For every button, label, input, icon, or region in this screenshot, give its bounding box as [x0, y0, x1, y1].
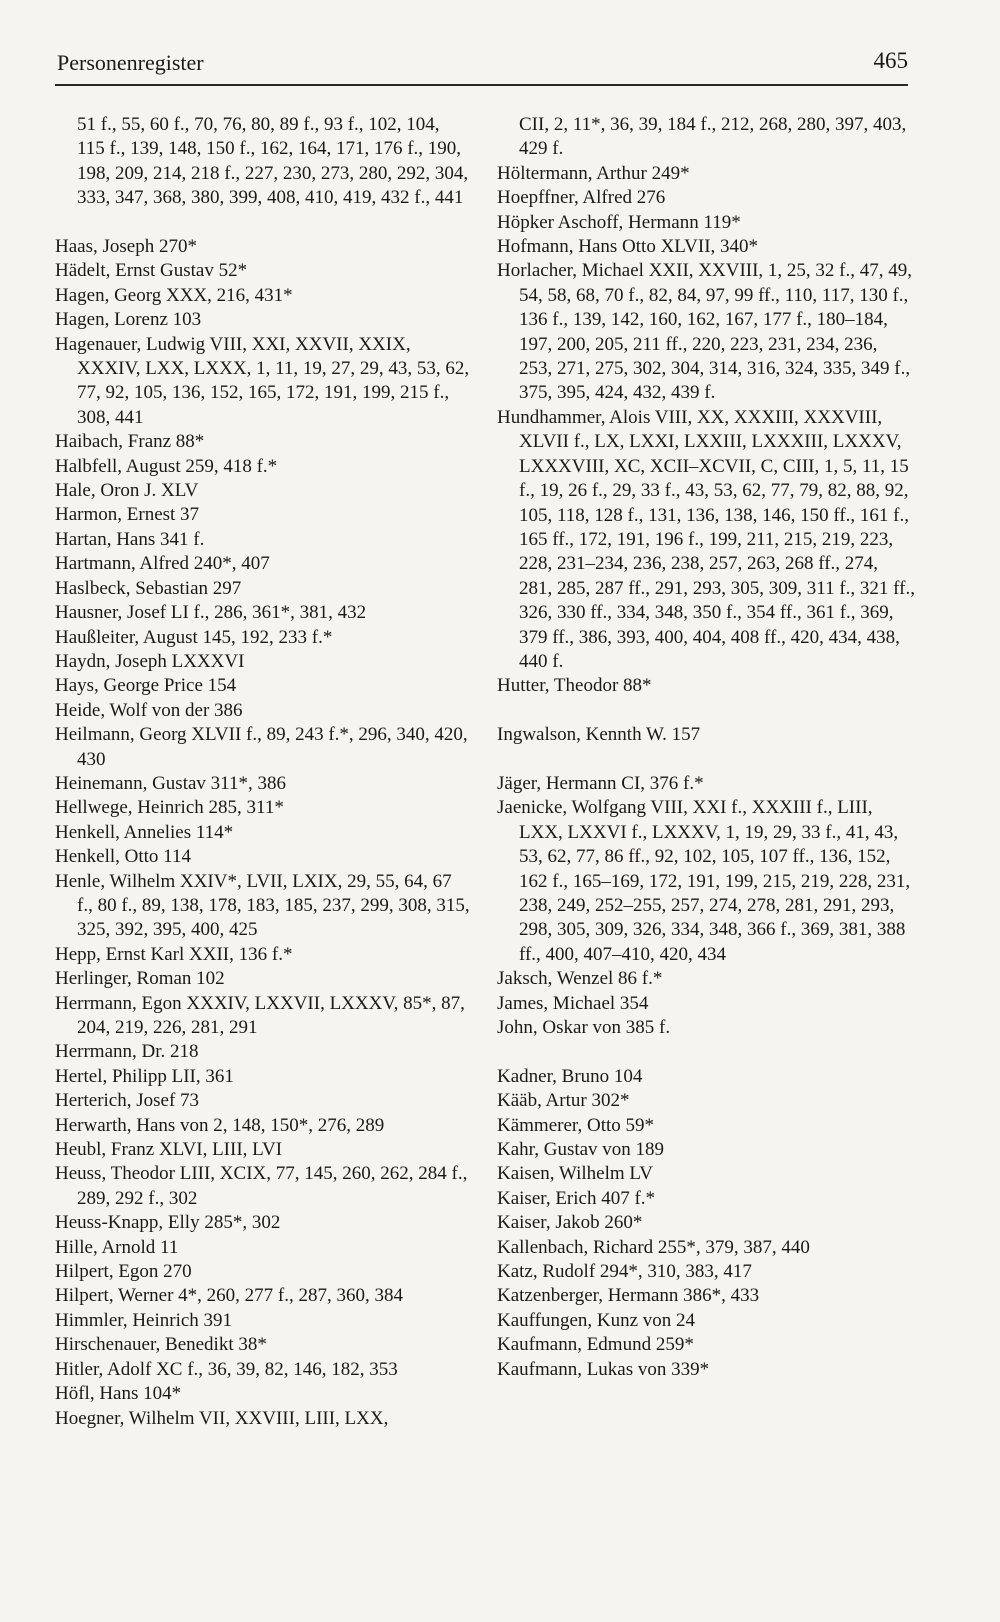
index-column-right — [497, 113, 915, 1382]
index-entry: Kadner, Bruno 104 — [497, 1065, 643, 1087]
index-entry: Hepp, Ernst Karl XXII, 136 f.* — [55, 943, 293, 965]
index-entry: Ingwalson, Kennth W. 157 — [497, 724, 701, 746]
index-entry: Hartan, Hans 341 f. — [55, 528, 205, 550]
index-entry: Horlacher, Michael XXII, XXVIII, 1, 25, 32 f., 47, 49, 54, 58, 68, 70 f., 82, 84, 97, 99 ff., 110, 117, 130 f., 136 f., 139, 142, 160, 162, 167, 177 f., 180–184, 197, 200, 205, 211 ff., 220, 223, 231, 234, 236, 253, 271, 275, 302, 304, 314, 316, 324, 335, 349 f., 375, 395, 424, 432, 439 f. — [497, 260, 913, 404]
index-entry: Herterich, Josef 73 — [55, 1090, 200, 1112]
index-entry: Kaisen, Wilhelm LV — [497, 1163, 653, 1185]
page-header — [55, 44, 908, 86]
index-entry: Kämmerer, Otto 59* — [497, 1114, 655, 1136]
index-entry: Hagen, Lorenz 103 — [55, 309, 202, 331]
running-title: Personenregister — [57, 50, 204, 75]
index-entry: Hagenauer, Ludwig VIII, XXI, XXVII, XXIX, XXXIV, LXX, LXXX, 1, 11, 19, 27, 29, 43, 53, 62, 77, 92, 105, 136, 152, 165, 172, 191, 199, 215 f., 308, 441 — [55, 333, 470, 428]
index-entry: Haydn, Joseph LXXXVI — [55, 650, 245, 672]
index-entry: Herlinger, Roman 102 — [55, 968, 225, 990]
index-entry: Henkell, Otto 114 — [55, 846, 191, 868]
index-entry: Hädelt, Ernst Gustav 52* — [55, 260, 248, 282]
index-entry: Hartmann, Alfred 240*, 407 — [55, 553, 270, 575]
index-entry: Heuss-Knapp, Elly 285*, 302 — [55, 1212, 281, 1234]
index-entry: Hausner, Josef LI f., 286, 361*, 381, 432 — [55, 602, 367, 624]
index-entry: Hoegner, Wilhelm VII, XXVIII, LIII, LXX, — [55, 1407, 389, 1429]
index-entry: Herwarth, Hans von 2, 148, 150*, 276, 289 — [55, 1114, 385, 1136]
index-entry: Hoepffner, Alfred 276 — [497, 187, 666, 209]
index-entry: Kaufmann, Lukas von 339* — [497, 1358, 710, 1380]
index-entry-continuation: CII, 2, 11*, 36, 39, 184 f., 212, 268, 280, 397, 403, 429 f. — [519, 114, 907, 160]
page-number: 465 — [873, 48, 908, 73]
index-entry: Kahr, Gustav von 189 — [497, 1139, 665, 1161]
index-entry: Heilmann, Georg XLVII f., 89, 243 f.*, 296, 340, 420, 430 — [55, 724, 468, 770]
section-gap — [497, 1040, 915, 1064]
index-entry: Henle, Wilhelm XXIV*, LVII, LXIX, 29, 55, 64, 67 f., 80 f., 89, 138, 178, 183, 185, 237, 299, 308, 315, 325, 392, 395, 400, 425 — [55, 870, 470, 941]
index-entry: Hundhammer, Alois VIII, XX, XXXIII, XXXVIII, XLVII f., LX, LXXI, LXXIII, LXXXIII, LXXXV, LXXXVIII, XC, XCII–XCVII, C, CIII, 1, 5, 11, 15 f., 19, 26 f., 29, 33 f., 43, 53, 62, 77, 79, 82, 88, 92, 105, 118, 128 f., 131, 136, 138, 146, 150 ff., 161 f., 165 ff., 172, 191, 196 f., 199, 211, 215, 219, 223, 228, 231–234, 236, 238, 257, 263, 268 ff., 274, 281, 285, 287 ff., 291, 293, 305, 309, 311 f., 321 ff., 326, 330 ff., 334, 348, 350 f., 354 ff., 361 f., 369, 379 ff., 386, 393, 400, 404, 408 ff., 420, 434, 438, 440 f. — [497, 406, 915, 672]
index-entry: Haas, Joseph 270* — [55, 236, 197, 258]
index-entry: Haußleiter, August 145, 192, 233 f.* — [55, 626, 333, 648]
index-entry: Hilpert, Egon 270 — [55, 1261, 192, 1283]
index-entry: Henkell, Annelies 114* — [55, 821, 234, 843]
index-entry: Hagen, Georg XXX, 216, 431* — [55, 284, 293, 306]
index-entry: Höfl, Hans 104* — [55, 1383, 182, 1405]
index-entry: Hale, Oron J. XLV — [55, 480, 199, 502]
index-entry: Heinemann, Gustav 311*, 386 — [55, 772, 286, 794]
index-entry: Kaufmann, Edmund 259* — [497, 1334, 694, 1356]
index-entry: Kallenbach, Richard 255*, 379, 387, 440 — [497, 1236, 810, 1258]
index-column-left — [55, 113, 470, 1431]
index-entry: Haibach, Franz 88* — [55, 431, 205, 453]
index-entry: Heuss, Theodor LIII, XCIX, 77, 145, 260, 262, 284 f., 289, 292 f., 302 — [55, 1163, 468, 1209]
index-entry: Hays, George Price 154 — [55, 675, 237, 697]
section-gap — [497, 748, 915, 772]
index-entry: Hellwege, Heinrich 285, 311* — [55, 797, 284, 819]
index-entry: John, Oskar von 385 f. — [497, 1017, 671, 1038]
index-entry: Halbfell, August 259, 418 f.* — [55, 455, 278, 477]
index-entry: Hirschenauer, Benedikt 38* — [55, 1334, 267, 1356]
section-gap — [55, 211, 470, 235]
index-entry: Hertel, Philipp LII, 361 — [55, 1065, 234, 1087]
index-entry: Hitler, Adolf XC f., 36, 39, 82, 146, 182, 353 — [55, 1358, 398, 1380]
index-entry: Kauffungen, Kunz von 24 — [497, 1309, 696, 1331]
index-entry: James, Michael 354 — [497, 992, 649, 1014]
index-entry: Jaksch, Wenzel 86 f.* — [497, 968, 663, 990]
index-entry: Jaenicke, Wolfgang VIII, XXI f., XXXIII f., LIII, LXX, LXXVI f., LXXXV, 1, 19, 29, 33 f., 41, 43, 53, 62, 77, 86 ff., 92, 102, 105, 107 ff., 136, 152, 162 f., 165–169, 172, 191, 199, 215, 219, 228, 231, 238, 249, 252–255, 257, 274, 278, 281, 291, 293, 298, 305, 309, 326, 334, 348, 366 f., 369, 381, 388 ff., 400, 407–410, 420, 434 — [497, 797, 911, 965]
index-entry: Haslbeck, Sebastian 297 — [55, 577, 242, 599]
section-gap — [497, 699, 915, 723]
index-entry: Herrmann, Dr. 218 — [55, 1041, 199, 1063]
index-entry: Kaiser, Erich 407 f.* — [497, 1187, 656, 1209]
index-entry: Kaiser, Jakob 260* — [497, 1212, 643, 1234]
index-entry: Hutter, Theodor 88* — [497, 675, 652, 697]
index-entry: Heubl, Franz XLVI, LIII, LVI — [55, 1139, 283, 1161]
index-entry: Hille, Arnold 11 — [55, 1236, 179, 1258]
index-entry: Hilpert, Werner 4*, 260, 277 f., 287, 360, 384 — [55, 1285, 403, 1307]
index-entry: Höpker Aschoff, Hermann 119* — [497, 211, 741, 233]
index-entry: Heide, Wolf von der 386 — [55, 699, 243, 721]
index-entry: Hofmann, Hans Otto XLVII, 340* — [497, 236, 759, 258]
index-entry: Höltermann, Arthur 249* — [497, 162, 690, 184]
index-entry: Kääb, Artur 302* — [497, 1090, 630, 1112]
index-entry: Harmon, Ernest 37 — [55, 504, 200, 526]
index-entry: Herrmann, Egon XXXIV, LXXVII, LXXXV, 85*, 87, 204, 219, 226, 281, 291 — [55, 992, 465, 1039]
index-entry: Katzenberger, Hermann 386*, 433 — [497, 1285, 760, 1307]
index-entry: Katz, Rudolf 294*, 310, 383, 417 — [497, 1261, 752, 1283]
index-entry-continuation: 51 f., 55, 60 f., 70, 76, 80, 89 f., 93 f., 102, 104, 115 f., 139, 148, 150 f., 162, 164, 171, 176 f., 190, 198, 209, 214, 218 f., 227, 230, 273, 280, 292, 304, 333, 347, 368, 380, 399, 408, 410, 419, 432 f., 441 — [77, 114, 469, 209]
index-entry: Jäger, Hermann CI, 376 f.* — [497, 772, 704, 794]
index-entry: Himmler, Heinrich 391 — [55, 1309, 233, 1331]
